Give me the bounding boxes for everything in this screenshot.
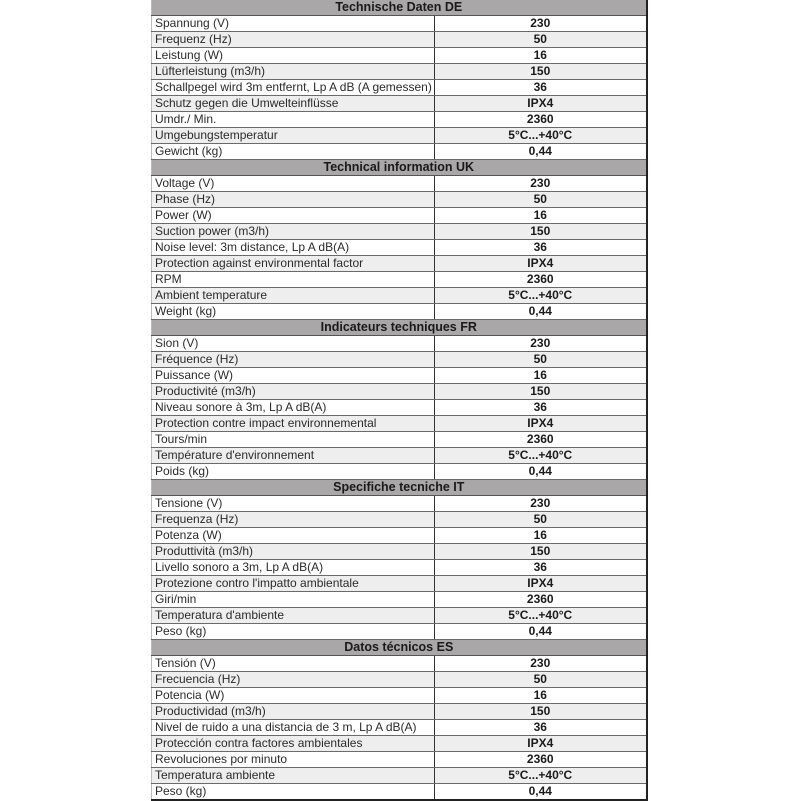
spec-label: Productividad (m3/h) (152, 704, 435, 720)
spec-label: Power (W) (152, 208, 435, 224)
spec-row (152, 208, 647, 224)
spec-label: Sion (V) (152, 336, 435, 352)
spec-value: 5°C...+40°C (435, 768, 647, 784)
spec-row (152, 192, 647, 208)
spec-label: Poids (kg) (152, 464, 435, 480)
spec-row (152, 48, 647, 64)
spec-value: IPX4 (435, 96, 647, 112)
spec-value: 36 (435, 720, 647, 736)
spec-row (152, 784, 647, 801)
spec-label: Livello sonoro a 3m, Lp A dB(A) (152, 560, 435, 576)
spec-label: RPM (152, 272, 435, 288)
spec-value: 16 (435, 528, 647, 544)
spec-value: 5°C...+40°C (435, 608, 647, 624)
spec-value: 50 (435, 672, 647, 688)
spec-label: Ambient temperature (152, 288, 435, 304)
spec-label: Voltage (V) (152, 176, 435, 192)
spec-label: Peso (kg) (152, 784, 435, 801)
spec-value: IPX4 (435, 416, 647, 432)
spec-row (152, 416, 647, 432)
section-title: Indicateurs techniques FR (152, 320, 647, 336)
spec-value: 16 (435, 48, 647, 64)
spec-row (152, 544, 647, 560)
spec-row (152, 608, 647, 624)
spec-row (152, 400, 647, 416)
spec-value: 230 (435, 656, 647, 672)
spec-label: Gewicht (kg) (152, 144, 435, 160)
spec-label: Protección contra factores ambientales (152, 736, 435, 752)
section-title: Datos técnicos ES (152, 640, 647, 656)
spec-label: Nivel de ruido a una distancia de 3 m, Lp A dB(A) (152, 720, 435, 736)
spec-row (152, 224, 647, 240)
spec-label: Protection contre impact environnemental (152, 416, 435, 432)
spec-value: IPX4 (435, 736, 647, 752)
spec-label: Puissance (W) (152, 368, 435, 384)
spec-table-body (152, 0, 647, 800)
spec-value: 16 (435, 688, 647, 704)
spec-value: 50 (435, 352, 647, 368)
spec-row (152, 144, 647, 160)
spec-row (152, 240, 647, 256)
spec-label: Frecuencia (Hz) (152, 672, 435, 688)
spec-label: Tours/min (152, 432, 435, 448)
spec-value: 0,44 (435, 624, 647, 640)
spec-value: 2360 (435, 752, 647, 768)
spec-value: IPX4 (435, 256, 647, 272)
spec-label: Tensión (V) (152, 656, 435, 672)
spec-label: Frequenza (Hz) (152, 512, 435, 528)
spec-value: 2360 (435, 112, 647, 128)
spec-value: 2360 (435, 272, 647, 288)
technical-specs-table (151, 0, 648, 801)
spec-label: Temperatura ambiente (152, 768, 435, 784)
spec-row (152, 352, 647, 368)
spec-row (152, 272, 647, 288)
spec-row (152, 112, 647, 128)
spec-row (152, 336, 647, 352)
spec-row (152, 432, 647, 448)
spec-row (152, 656, 647, 672)
spec-value: 0,44 (435, 304, 647, 320)
section-title: Technical information UK (152, 160, 647, 176)
spec-value: 150 (435, 384, 647, 400)
section-header-row (152, 0, 647, 16)
spec-row (152, 128, 647, 144)
spec-row (152, 736, 647, 752)
spec-value: 50 (435, 512, 647, 528)
spec-row (152, 560, 647, 576)
spec-label: Potencia (W) (152, 688, 435, 704)
section-header-row (152, 480, 647, 496)
spec-label: Revoluciones por minuto (152, 752, 435, 768)
spec-label: Niveau sonore à 3m, Lp A dB(A) (152, 400, 435, 416)
spec-value: 5°C...+40°C (435, 128, 647, 144)
spec-row (152, 384, 647, 400)
section-header-row (152, 160, 647, 176)
spec-row (152, 768, 647, 784)
spec-label: Potenza (W) (152, 528, 435, 544)
spec-label: Fréquence (Hz) (152, 352, 435, 368)
spec-label: Suction power (m3/h) (152, 224, 435, 240)
spec-label: Peso (kg) (152, 624, 435, 640)
spec-label: Tensione (V) (152, 496, 435, 512)
section-header-row (152, 640, 647, 656)
spec-row (152, 16, 647, 32)
spec-value: 50 (435, 32, 647, 48)
spec-value: 150 (435, 224, 647, 240)
spec-row (152, 96, 647, 112)
spec-label: Phase (Hz) (152, 192, 435, 208)
spec-row (152, 672, 647, 688)
spec-row (152, 752, 647, 768)
spec-row (152, 32, 647, 48)
section-header-row (152, 320, 647, 336)
spec-row (152, 512, 647, 528)
spec-row (152, 176, 647, 192)
spec-value: 16 (435, 208, 647, 224)
spec-value: 150 (435, 544, 647, 560)
spec-label: Lüfterleistung (m3/h) (152, 64, 435, 80)
spec-value: 230 (435, 496, 647, 512)
spec-label: Spannung (V) (152, 16, 435, 32)
spec-value: 5°C...+40°C (435, 288, 647, 304)
spec-value: 36 (435, 80, 647, 96)
spec-value: 36 (435, 400, 647, 416)
spec-value: 150 (435, 704, 647, 720)
spec-value: 0,44 (435, 144, 647, 160)
spec-row (152, 704, 647, 720)
spec-value: 36 (435, 240, 647, 256)
spec-value: 2360 (435, 592, 647, 608)
spec-row (152, 448, 647, 464)
spec-label: Protezione contro l'impatto ambientale (152, 576, 435, 592)
spec-label: Productivité (m3/h) (152, 384, 435, 400)
spec-value: 50 (435, 192, 647, 208)
spec-row (152, 528, 647, 544)
spec-value: 0,44 (435, 464, 647, 480)
spec-label: Umdr./ Min. (152, 112, 435, 128)
spec-row (152, 688, 647, 704)
spec-row (152, 368, 647, 384)
spec-row (152, 496, 647, 512)
spec-value: 2360 (435, 432, 647, 448)
section-title: Technische Daten DE (152, 0, 647, 16)
spec-label: Produttività (m3/h) (152, 544, 435, 560)
spec-row (152, 592, 647, 608)
spec-value: 0,44 (435, 784, 647, 801)
spec-label: Schallpegel wird 3m entfernt, Lp A dB (A gemessen) (152, 80, 435, 96)
spec-label: Schutz gegen die Umwelteinflüsse (152, 96, 435, 112)
spec-value: 16 (435, 368, 647, 384)
spec-value: 150 (435, 64, 647, 80)
spec-label: Noise level: 3m distance, Lp A dB(A) (152, 240, 435, 256)
spec-label: Leistung (W) (152, 48, 435, 64)
spec-row (152, 624, 647, 640)
spec-label: Giri/min (152, 592, 435, 608)
spec-row (152, 80, 647, 96)
spec-label: Weight (kg) (152, 304, 435, 320)
spec-row (152, 720, 647, 736)
spec-row (152, 288, 647, 304)
spec-row (152, 64, 647, 80)
spec-label: Température d'environnement (152, 448, 435, 464)
spec-label: Protection against environmental factor (152, 256, 435, 272)
spec-value: IPX4 (435, 576, 647, 592)
spec-label: Umgebungstemperatur (152, 128, 435, 144)
spec-label: Frequenz (Hz) (152, 32, 435, 48)
spec-value: 230 (435, 176, 647, 192)
spec-row (152, 256, 647, 272)
spec-value: 230 (435, 16, 647, 32)
spec-value: 36 (435, 560, 647, 576)
spec-label: Temperatura d'ambiente (152, 608, 435, 624)
spec-row (152, 304, 647, 320)
section-title: Specifiche tecniche IT (152, 480, 647, 496)
spec-row (152, 576, 647, 592)
spec-row (152, 464, 647, 480)
spec-value: 5°C...+40°C (435, 448, 647, 464)
spec-value: 230 (435, 336, 647, 352)
